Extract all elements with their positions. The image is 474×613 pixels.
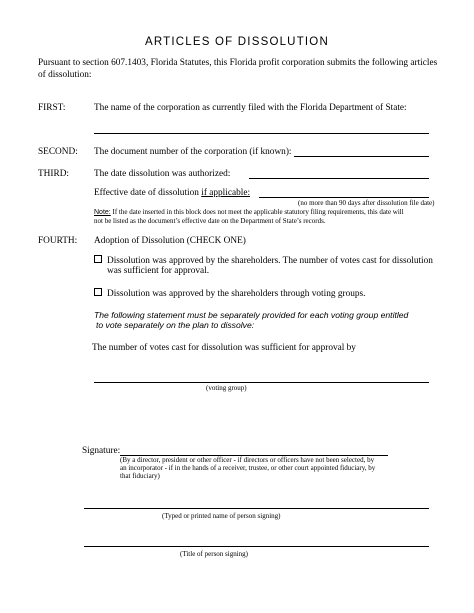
third-text: The date dissolution was authorized: <box>94 169 231 179</box>
document-number-field[interactable] <box>294 156 429 157</box>
second-text: The document number of the corporation (if known): <box>94 147 292 157</box>
first-label: FIRST: <box>38 103 66 113</box>
effective-date-label <box>94 188 250 200</box>
third-label: THIRD: <box>38 169 69 179</box>
second-label: SECOND: <box>38 147 78 157</box>
signer-title-caption: (Title of person signing) <box>180 550 248 558</box>
note-label: Note: <box>94 209 111 216</box>
voting-statement-line-2: to vote separately on the plan to dissolve: <box>96 320 255 330</box>
corporation-name-field[interactable] <box>94 133 429 134</box>
date-authorized-field[interactable] <box>249 178 429 179</box>
checkbox-shareholders[interactable] <box>94 255 102 263</box>
signature-hint-3: that fiduciary) <box>120 472 160 480</box>
effective-date-hint: (no more than 90 days after dissolution file date) <box>298 199 435 207</box>
effective-date-field[interactable] <box>259 197 429 198</box>
document-title: ARTICLES OF DISSOLUTION <box>145 36 329 48</box>
option-1-line-1: Dissolution was approved by the shareholders. The number of votes cast for dissolution <box>107 256 433 266</box>
note-line-2: not be listed as the document’s effective date on the Department of State’s records. <box>94 217 326 225</box>
effective-date-if-applicable: if applicable: <box>201 188 251 198</box>
printed-name-field[interactable] <box>84 508 429 509</box>
intro-line-2: of dissolution: <box>38 70 92 80</box>
intro-line-1: Pursuant to section 607.1403, Florida Statutes, this Florida profit corporation submits the following articles <box>38 58 438 68</box>
signature-hint-2: an incorporator - if in the hands of a receiver, trustee, or other court appointed fiduciary, by <box>120 464 376 472</box>
effective-date-prefix: Effective date of dissolution <box>94 188 199 198</box>
voting-group-field[interactable] <box>94 382 429 383</box>
option-voting-groups[interactable] <box>94 288 365 301</box>
first-text: The name of the corporation as currently filed with the Florida Department of State: <box>94 103 407 113</box>
fourth-text: Adoption of Dissolution (CHECK ONE) <box>94 236 246 246</box>
signature-label: Signature: <box>82 446 121 456</box>
votes-text: The number of votes cast for dissolution was sufficient for approval by <box>92 343 356 353</box>
printed-name-caption: (Typed or printed name of person signing) <box>162 512 281 520</box>
voting-statement-line-1: The following statement must be separately provided for each voting group entitled <box>94 310 409 320</box>
fourth-label: FOURTH: <box>38 236 78 246</box>
option-2-text: Dissolution was approved by the shareholders through voting groups. <box>107 289 366 299</box>
checkbox-voting-groups[interactable] <box>94 288 102 296</box>
voting-group-caption: (voting group) <box>206 384 247 392</box>
note-text-1: If the date inserted in this block does not meet the applicable statutory filing requirements, this date will <box>112 208 404 216</box>
signature-hint-1: (By a director, president or other officer - if directors or officers have not been selected, by <box>120 456 375 464</box>
signer-title-field[interactable] <box>84 546 429 547</box>
option-1-line-2: was sufficient for approval. <box>107 266 210 276</box>
